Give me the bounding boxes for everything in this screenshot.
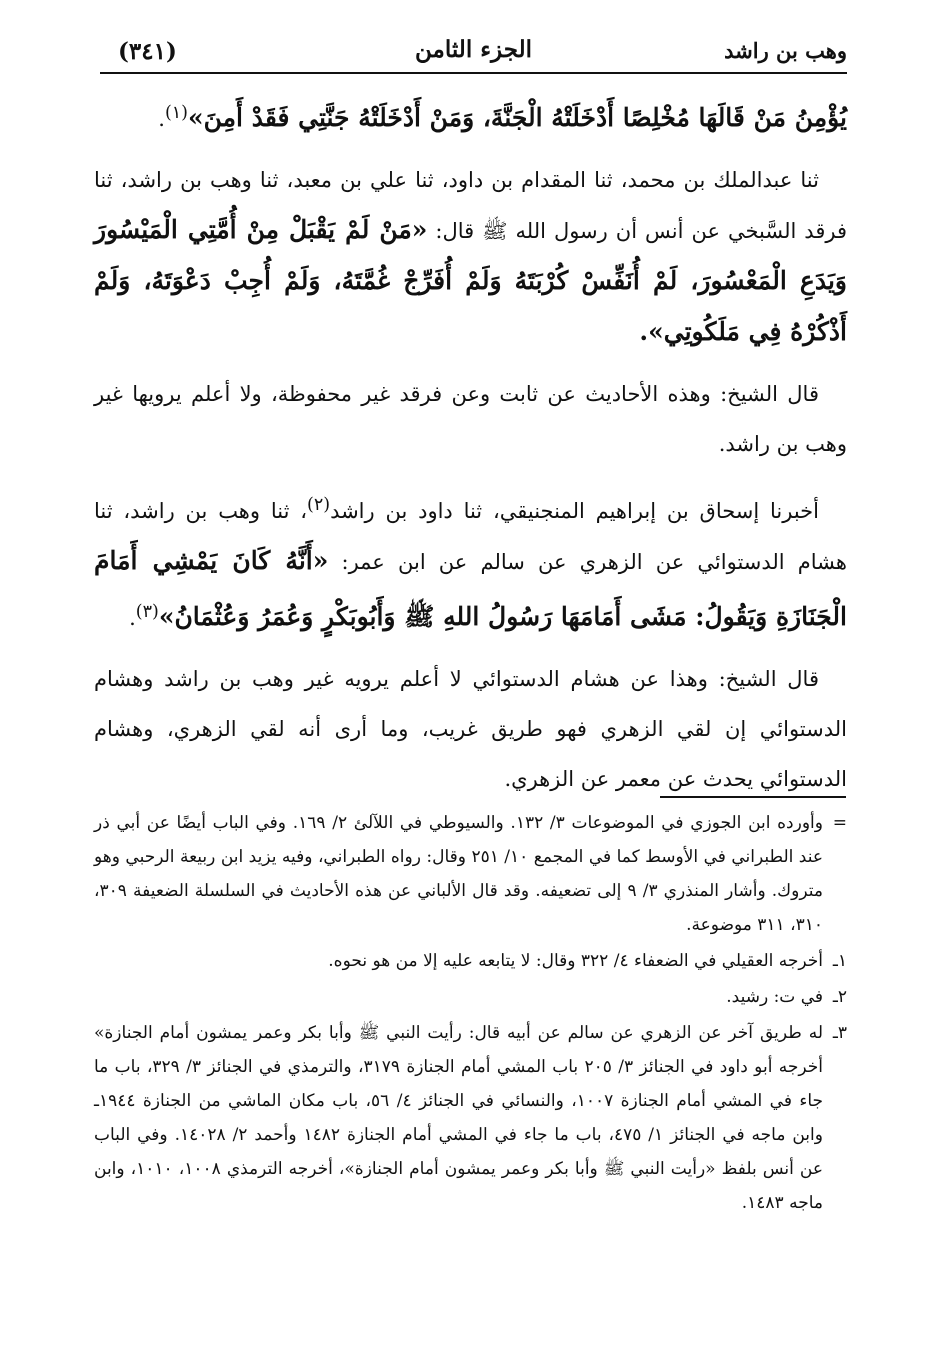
punctuation: . <box>129 606 136 630</box>
footnote-item <box>94 1016 847 1220</box>
hadith-text: «أَنَّهُ كَانَ يَمْشِي أَمَامَ الْجَنَازَةِ وَيَقُولُ: مَشَى أَمَامَهَا رَسُولُ اللهِ ﷺ وَأَبُوبَكْرٍ وَعُمَرُ وَعُثْمَانُ» <box>94 546 847 631</box>
footnote-ref: (٣) <box>135 602 159 622</box>
footnote-item <box>94 944 847 978</box>
footnote-text: أخرجه العقيلي في الضعفاء ٤/ ٣٢٢ وقال: لا يتابعه عليه إلا من هو نحوه. <box>328 951 823 971</box>
paragraph-hadith-continuation <box>94 88 847 144</box>
paragraph-sheikh-comment-2: قال الشيخ: وهذا عن هشام الدستوائي لا أعلم يرويه غير وهب بن راشد وهشام الدستوائي إن لقي الزهري فهو طريق غريب، وما أرى أنه لقي الزهري، وهشام الدستوائي يحدث عن معمر عن الزهري. <box>94 667 847 791</box>
paragraph-isnad-2 <box>94 480 847 643</box>
footnote-ref: (٢) <box>307 495 331 515</box>
isnad-text: ، ثنا وهب بن راشد، ثنا هشام الدستوائي عن الزهري عن سالم عن ابن عمر: <box>94 499 847 574</box>
paragraph-sheikh-comment-1: قال الشيخ: وهذه الأحاديث عن ثابت وعن فرقد غير محفوظة، ولا أعلم يرويها غير وهب بن راشد. <box>94 382 847 456</box>
footnote-item <box>94 980 847 1014</box>
paragraph-isnad-1 <box>94 155 847 358</box>
footnote-text: له طريق آخر عن الزهري عن سالم عن أبيه قال: رأيت النبي ﷺ وأبا بكر وعمر يمشون أمام الجنازة» أخرجه أبو داود في الجنائز ٣/ ٢٠٥ باب المشي أمام الجنازة ٣١٧٩، والترمذي في الجنائز ٣/ ٣٢٩، باب ما جاء في المشي أمام الجنازة ١٠٠٧، والنسائي في الجنائز ٤/ ٥٦، باب مكان الماشي من الجنازة ١٩٤٤ـ وابن ماجه في الجنائز ١/ ٤٧٥، باب ما جاء في المشي أمام الجنازة ١٤٨٢ وأحمد ٢/ ١٤٠٢٨. وفي الباب عن أنس بلفظ «رأيت النبي ﷺ وأبا بكر وعمر يمشون أمام الجنازة»، أخرجه الترمذي ١٠٠٨، ١٠١٠، وابن ماجه ١٤٨٣. <box>94 1023 824 1213</box>
footnote-number: ١ـ <box>832 951 847 971</box>
hadith-text: «مَنْ لَمْ يَقْبَلْ مِنْ أُمَّتِي الْمَيْسُورَ وَيَدَعِ الْمَعْسُورَ، لَمْ أُنَفِّسْ كُرْبَتَهُ وَلَمْ أُفَرِّجْ غُمَّتَهُ، وَلَمْ أُجِبْ دَعْوَتَهُ، وَلَمْ أَذْكُرْهُ فِي مَلَكُوتِي». <box>94 215 847 346</box>
page-number: (٣٤١) <box>118 38 177 65</box>
volume-title: الجزء الثامن <box>415 36 532 63</box>
footnote-ref: (١) <box>164 103 188 123</box>
footnote-number: = <box>832 813 847 833</box>
footnotes <box>94 806 847 1222</box>
isnad-text: أخبرنا إسحاق بن إبراهيم المنجنيقي، ثنا داود بن راشد <box>330 499 819 523</box>
footnote-text: وأورده ابن الجوزي في الموضوعات ٣/ ١٣٢. والسيوطي في اللآلئ ٢/ ١٦٩. وفي الباب أيضًا عن أبي ذر عند الطبراني في الأوسط كما في المجمع ١٠/ ٢٥١ وقال: رواه الطبراني، وفيه يزيد ابن ربيعة الرحبي وهو متروك. وأشار المنذري ٣/ ٩ إلى تضعيفه. وقد قال الألباني عن هذه الأحاديث في السلسلة الضعيفة ٣٠٩، ٣١٠، ٣١١ موضوعة. <box>94 813 823 935</box>
isnad-text: ثنا عبدالملك بن محمد، ثنا المقدام بن داود، ثنا علي بن معبد، ثنا وهب بن راشد، ثنا فرقد السَّبخي عن أنس أن رسول الله ﷺ قال: <box>94 168 847 243</box>
chapter-title: وهب بن راشد <box>724 38 847 63</box>
running-header <box>100 34 847 70</box>
footnote-number: ٢ـ <box>832 987 847 1007</box>
footnote-number: ٣ـ <box>832 1023 847 1043</box>
hadith-text: يُؤْمِنُ مَنْ قَالَهَا مُخْلِصًا أَدْخَلَتْهُ الْجَنَّةَ، وَمَنْ أَدْخَلَتْهُ جَنَّتِي فَقَدْ أَمِنَ» <box>188 103 847 132</box>
main-text <box>94 88 847 815</box>
punctuation: . <box>158 107 165 131</box>
header-divider <box>100 72 847 74</box>
footnote-text: في ت: رشيد. <box>726 987 823 1007</box>
footnote-item <box>94 806 847 942</box>
footnote-divider <box>660 796 846 798</box>
